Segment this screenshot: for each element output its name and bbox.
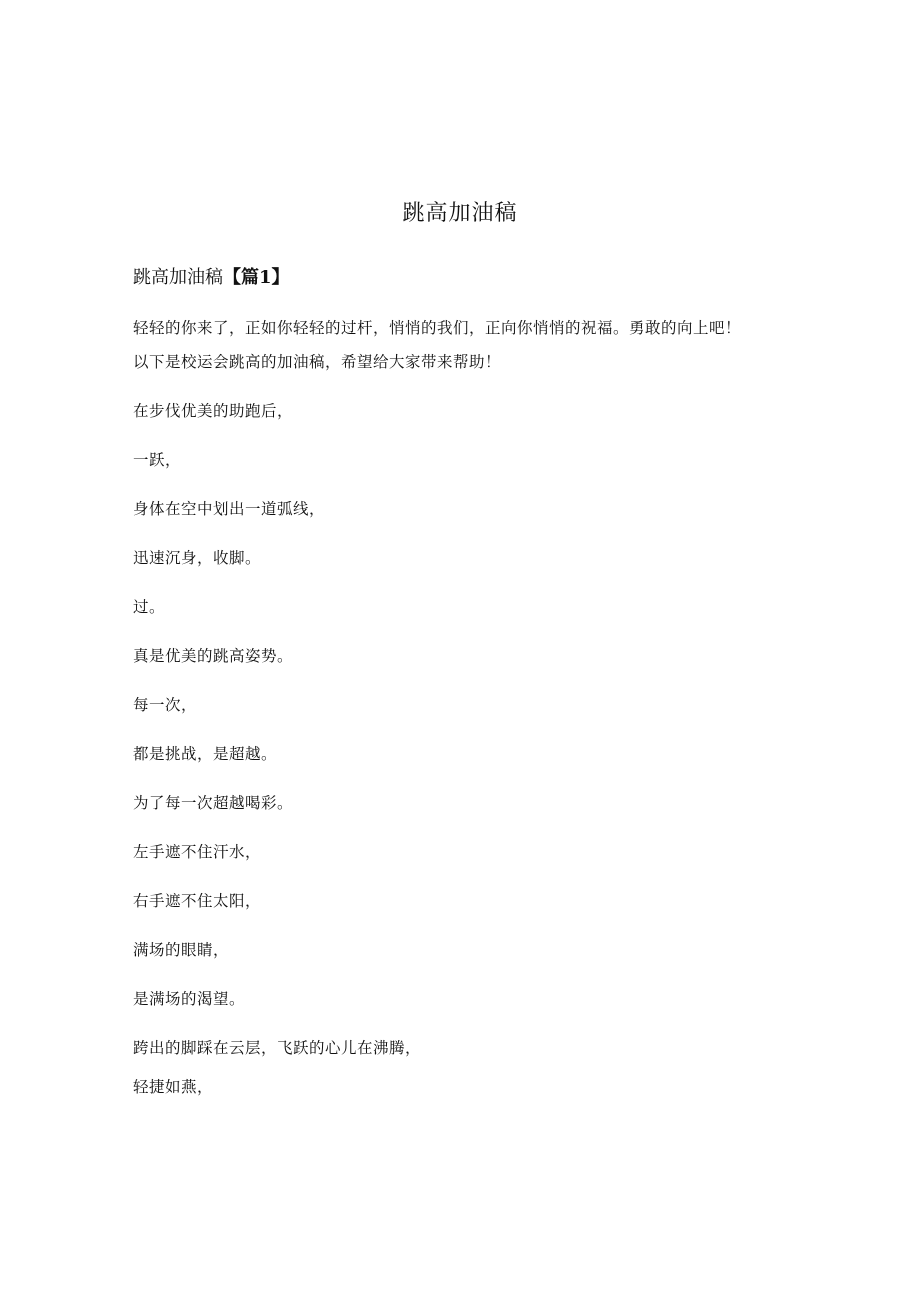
section-heading <box>133 263 290 289</box>
body-line: 真是优美的跳高姿势。 <box>133 647 294 665</box>
body-line: 一跃， <box>133 451 182 469</box>
intro-line: 轻轻的你来了，正如你轻轻的过杆，悄悄的我们，正向你悄悄的祝福。勇敢的向上吧！ <box>133 319 742 337</box>
body-line: 是满场的渴望。 <box>133 990 246 1008</box>
body-line: 在步伐优美的助跑后， <box>133 402 294 420</box>
body-line: 每一次， <box>133 696 198 714</box>
intro-line: 以下是校运会跳高的加油稿，希望给大家带来帮助！ <box>133 353 502 371</box>
section-heading-text: 跳高加油稿 <box>133 267 223 288</box>
body-line: 轻捷如燕， <box>133 1078 214 1096</box>
body-line: 都是挑战，是超越。 <box>133 745 278 763</box>
body-line: 过。 <box>133 598 166 616</box>
body-line: 身体在空中划出一道弧线， <box>133 500 326 518</box>
body-line: 左手遮不住汗水， <box>133 843 262 861</box>
section-heading-bracket: 【篇1】 <box>223 267 290 288</box>
body-line: 跨出的脚踩在云层，飞跃的心儿在沸腾， <box>133 1039 422 1057</box>
body-line: 为了每一次超越喝彩。 <box>133 794 294 812</box>
document-title: 跳高加油稿 <box>402 201 518 226</box>
body-line: 满场的眼睛， <box>133 941 230 959</box>
body-line: 右手遮不住太阳， <box>133 892 262 910</box>
body-line: 迅速沉身，收脚。 <box>133 549 262 567</box>
